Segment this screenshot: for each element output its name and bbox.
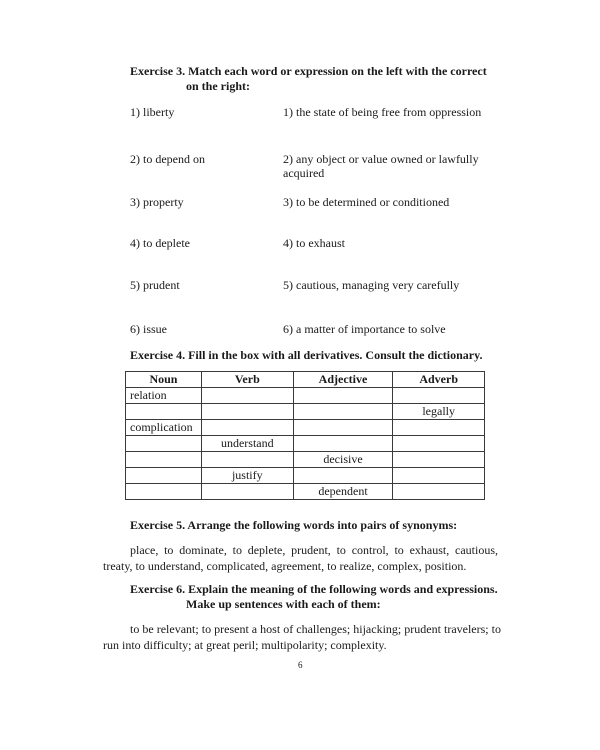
table-cell[interactable]: dependent [293,484,393,500]
table-row [126,452,485,468]
table-cell[interactable]: legally [393,404,485,420]
table-cell[interactable]: understand [201,436,293,452]
column-header: Verb [201,372,293,388]
table-row [126,436,485,452]
table-cell[interactable] [126,404,202,420]
table-header-row [126,372,485,388]
match-left-item: 2) to depend on [130,152,205,166]
match-right-item: 6) a matter of importance to solve [283,322,446,336]
column-header: Adverb [393,372,485,388]
table-cell[interactable] [126,468,202,484]
table-cell[interactable] [126,436,202,452]
table-row [126,468,485,484]
match-right-item: 5) cautious, managing very carefully [283,278,460,292]
exercise-4-title: Exercise 4. Fill in the box with all derivatives. Consult the dictionary. [130,348,483,362]
table-cell[interactable] [293,388,393,404]
table-cell[interactable] [126,484,202,500]
table-cell[interactable] [393,452,485,468]
table-cell[interactable] [393,420,485,436]
match-left-item: 3) property [130,195,184,209]
table-cell[interactable]: relation [126,388,202,404]
table-cell[interactable]: justify [201,468,293,484]
table-cell[interactable]: decisive [293,452,393,468]
derivatives-table [125,371,485,500]
column-header: Adjective [293,372,393,388]
match-right-text: 2) any object or value owned or lawfully acquired [283,152,479,180]
exercise-6-body: to be relevant; to present a host of challenges; hijacking; prudent travelers; to run into difficulty; at great peril; multipolarity; complexity. [103,622,501,652]
exercise-6-title: Exercise 6. Explain the meaning of the following words and expressions. [130,582,498,596]
table-cell[interactable] [393,468,485,484]
table-cell[interactable]: complication [126,420,202,436]
match-right-item: 1) the state of being free from oppression [283,105,482,119]
match-left-item: 5) prudent [130,278,180,292]
exercise-5-title: Exercise 5. Arrange the following words into pairs of synonyms: [130,518,458,532]
match-left-item: 6) issue [130,322,167,336]
match-right-item: 3) to be determined or conditioned [283,195,450,209]
table-cell[interactable] [293,420,393,436]
table-row [126,484,485,500]
match-left-item: 1) liberty [130,105,175,119]
match-left-item: 4) to deplete [130,236,190,250]
table-cell[interactable] [293,404,393,420]
table-cell[interactable] [201,420,293,436]
table-cell[interactable] [201,484,293,500]
match-right-item: 4) to exhaust [283,236,345,250]
table-cell[interactable] [393,484,485,500]
table-cell[interactable] [201,452,293,468]
table-cell[interactable] [201,404,293,420]
table-cell[interactable] [293,436,393,452]
table-cell[interactable] [393,388,485,404]
exercise-3-title: Exercise 3. Match each word or expression on the left with the correct [130,64,487,78]
table-cell[interactable] [393,436,485,452]
table-cell[interactable] [293,468,393,484]
match-right-item [283,152,488,180]
table-row [126,420,485,436]
table-cell[interactable] [201,388,293,404]
exercise-5-body: place, to dominate, to deplete, prudent, to control, to exhaust, cautious, treaty, to understand, complicated, agreement, to realize, complex, position. [103,543,498,573]
exercise-3-title-cont: on the right: [186,79,250,93]
column-header: Noun [126,372,202,388]
exercise-6-title-cont: Make up sentences with each of them: [186,597,381,611]
page-number: 6 [298,660,303,670]
table-row [126,388,485,404]
table-row [126,404,485,420]
table-cell[interactable] [126,452,202,468]
